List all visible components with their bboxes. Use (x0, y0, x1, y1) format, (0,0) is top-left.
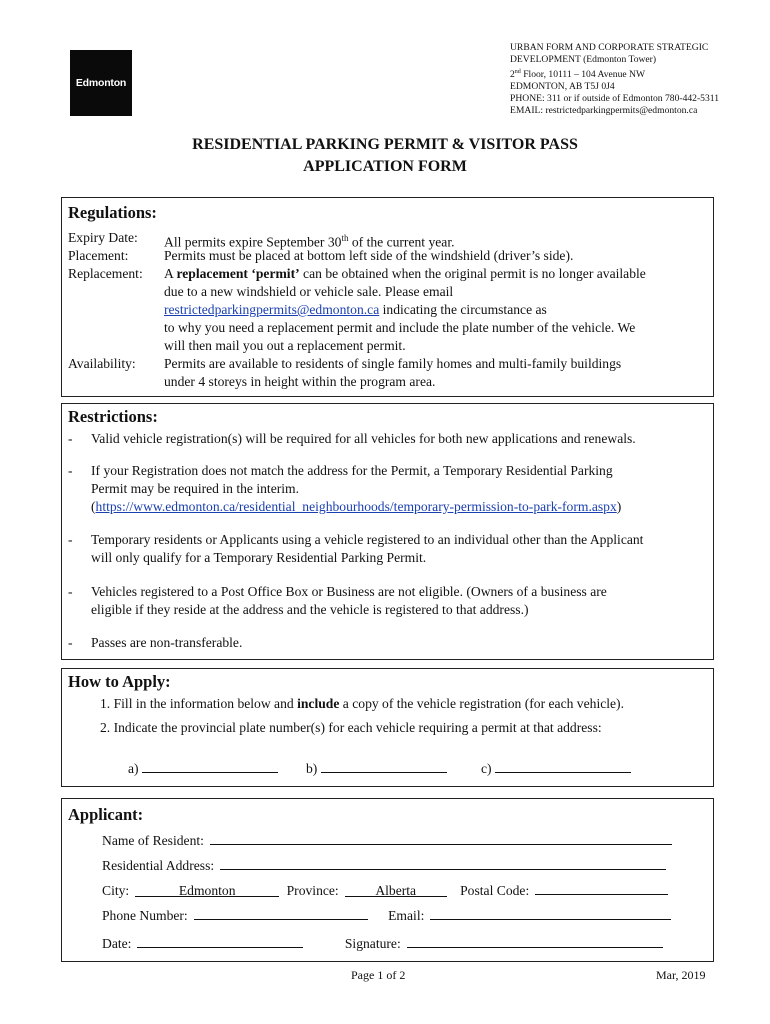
form-title (0, 134, 770, 178)
replacement-email-link[interactable]: restrictedparkingpermits@edmonton.ca (164, 302, 380, 317)
edmonton-logo (70, 50, 132, 116)
how-to-apply-heading: How to Apply: (68, 672, 171, 691)
resident-name-input[interactable] (210, 830, 672, 845)
page-number: Page 1 of 2 (351, 968, 406, 982)
form-title-line1: RESIDENTIAL PARKING PERMIT & VISITOR PASS (192, 136, 578, 153)
plate-a-input[interactable] (142, 758, 278, 773)
address-line: PHONE: 311 or if outside of Edmonton 780-442-5311 (510, 93, 720, 105)
revision-date: Mar, 2019 (656, 968, 706, 982)
address-line: URBAN FORM AND CORPORATE STRATEGIC (510, 42, 709, 53)
postal-code-input[interactable] (535, 880, 668, 895)
plate-c-input[interactable] (495, 758, 631, 773)
signature-input[interactable] (407, 933, 663, 948)
residential-address-input[interactable] (220, 855, 666, 870)
applicant-section (61, 798, 714, 962)
logo-text: Edmonton (75, 77, 127, 89)
apply-step-2: 2. Indicate the provincial plate number(s) for each vehicle requiring a permit at that address: (100, 720, 602, 735)
plate-a-field: a) (128, 758, 278, 777)
plate-c-field: c) (481, 758, 631, 777)
plate-b-field: b) (306, 758, 447, 777)
address-line: DEVELOPMENT (Edmonton Tower) (510, 54, 657, 65)
city-province-postal-row: City: Edmonton Province: Alberta Postal Code: (102, 880, 668, 900)
phone-input[interactable] (194, 905, 368, 920)
regulations-heading: Regulations: (68, 203, 157, 222)
temporary-permission-link[interactable]: https://www.edmonton.ca/residential_neighbourhoods/temporary-permission-to-park-form.aspx (95, 499, 617, 514)
restrictions-section: Restrictions: - Valid vehicle registration(s) will be required for all vehicles for both new applications and renewals. - If your Registration does not match the address for the Permit, a Temporary Residential Parking Permit may be required in the interim. (https://www.edmonton.ca/residential_neighbourhoods/temporary-permission-to-park-form.aspx) - Temporary residents or Applicants using a vehicle registered to an individual other than the Applicant will only qualify for a Temporary Residential Parking Permit. - Vehicles registered to a Post Office Box or Business are not eligible. (Owners of a business are eligible if they reside at the address and the vehicle is registered to that address.) - Passes are non-transferable. (61, 403, 714, 660)
address-line-floor: 2nd Floor, 10111 – 104 Avenue NW (510, 69, 646, 81)
date-signature-row: Date: Signature: (102, 933, 663, 953)
restrictions-heading: Restrictions: (68, 407, 158, 426)
email-input[interactable] (430, 905, 671, 920)
regulations-section: Regulations: Expiry Date: All permits expire September 30th of the current year. Placement: Permits must be placed at bottom left side of the windshield (driver’s side). Replacement: A replacement ‘permit’ can be obtained when the original permit is no longer available due to a new windshield or vehicle sale. Please email restrictedparkingpermits@edmonton.ca indicating the circumstance as to why you need a replacement permit and include the plate number of the vehicle. We will then mail you out a replacement permit. Availability: Permits are available to residents of single family homes and multi-family buildings under 4 storeys in height within the program area. (61, 197, 714, 397)
address-line: EMAIL: restrictedparkingpermits@edmonton.ca (510, 105, 698, 117)
department-address (510, 42, 719, 117)
plate-b-input[interactable] (321, 758, 447, 773)
resident-name-field: Name of Resident: (102, 830, 672, 850)
date-input[interactable] (137, 933, 303, 948)
applicant-heading: Applicant: (68, 805, 144, 824)
residential-address-field: Residential Address: (102, 855, 666, 875)
address-line: EDMONTON, AB T5J 0J4 (510, 81, 615, 93)
how-to-apply-section (61, 668, 714, 787)
phone-email-row: Phone Number: Email: (102, 905, 671, 925)
apply-step-1: 1. Fill in the information below and include a copy of the vehicle registration (for each vehicle). (100, 696, 624, 711)
form-title-line2: APPLICATION FORM (303, 158, 467, 175)
city-input[interactable]: Edmonton (135, 882, 279, 897)
province-input[interactable]: Alberta (345, 882, 447, 897)
